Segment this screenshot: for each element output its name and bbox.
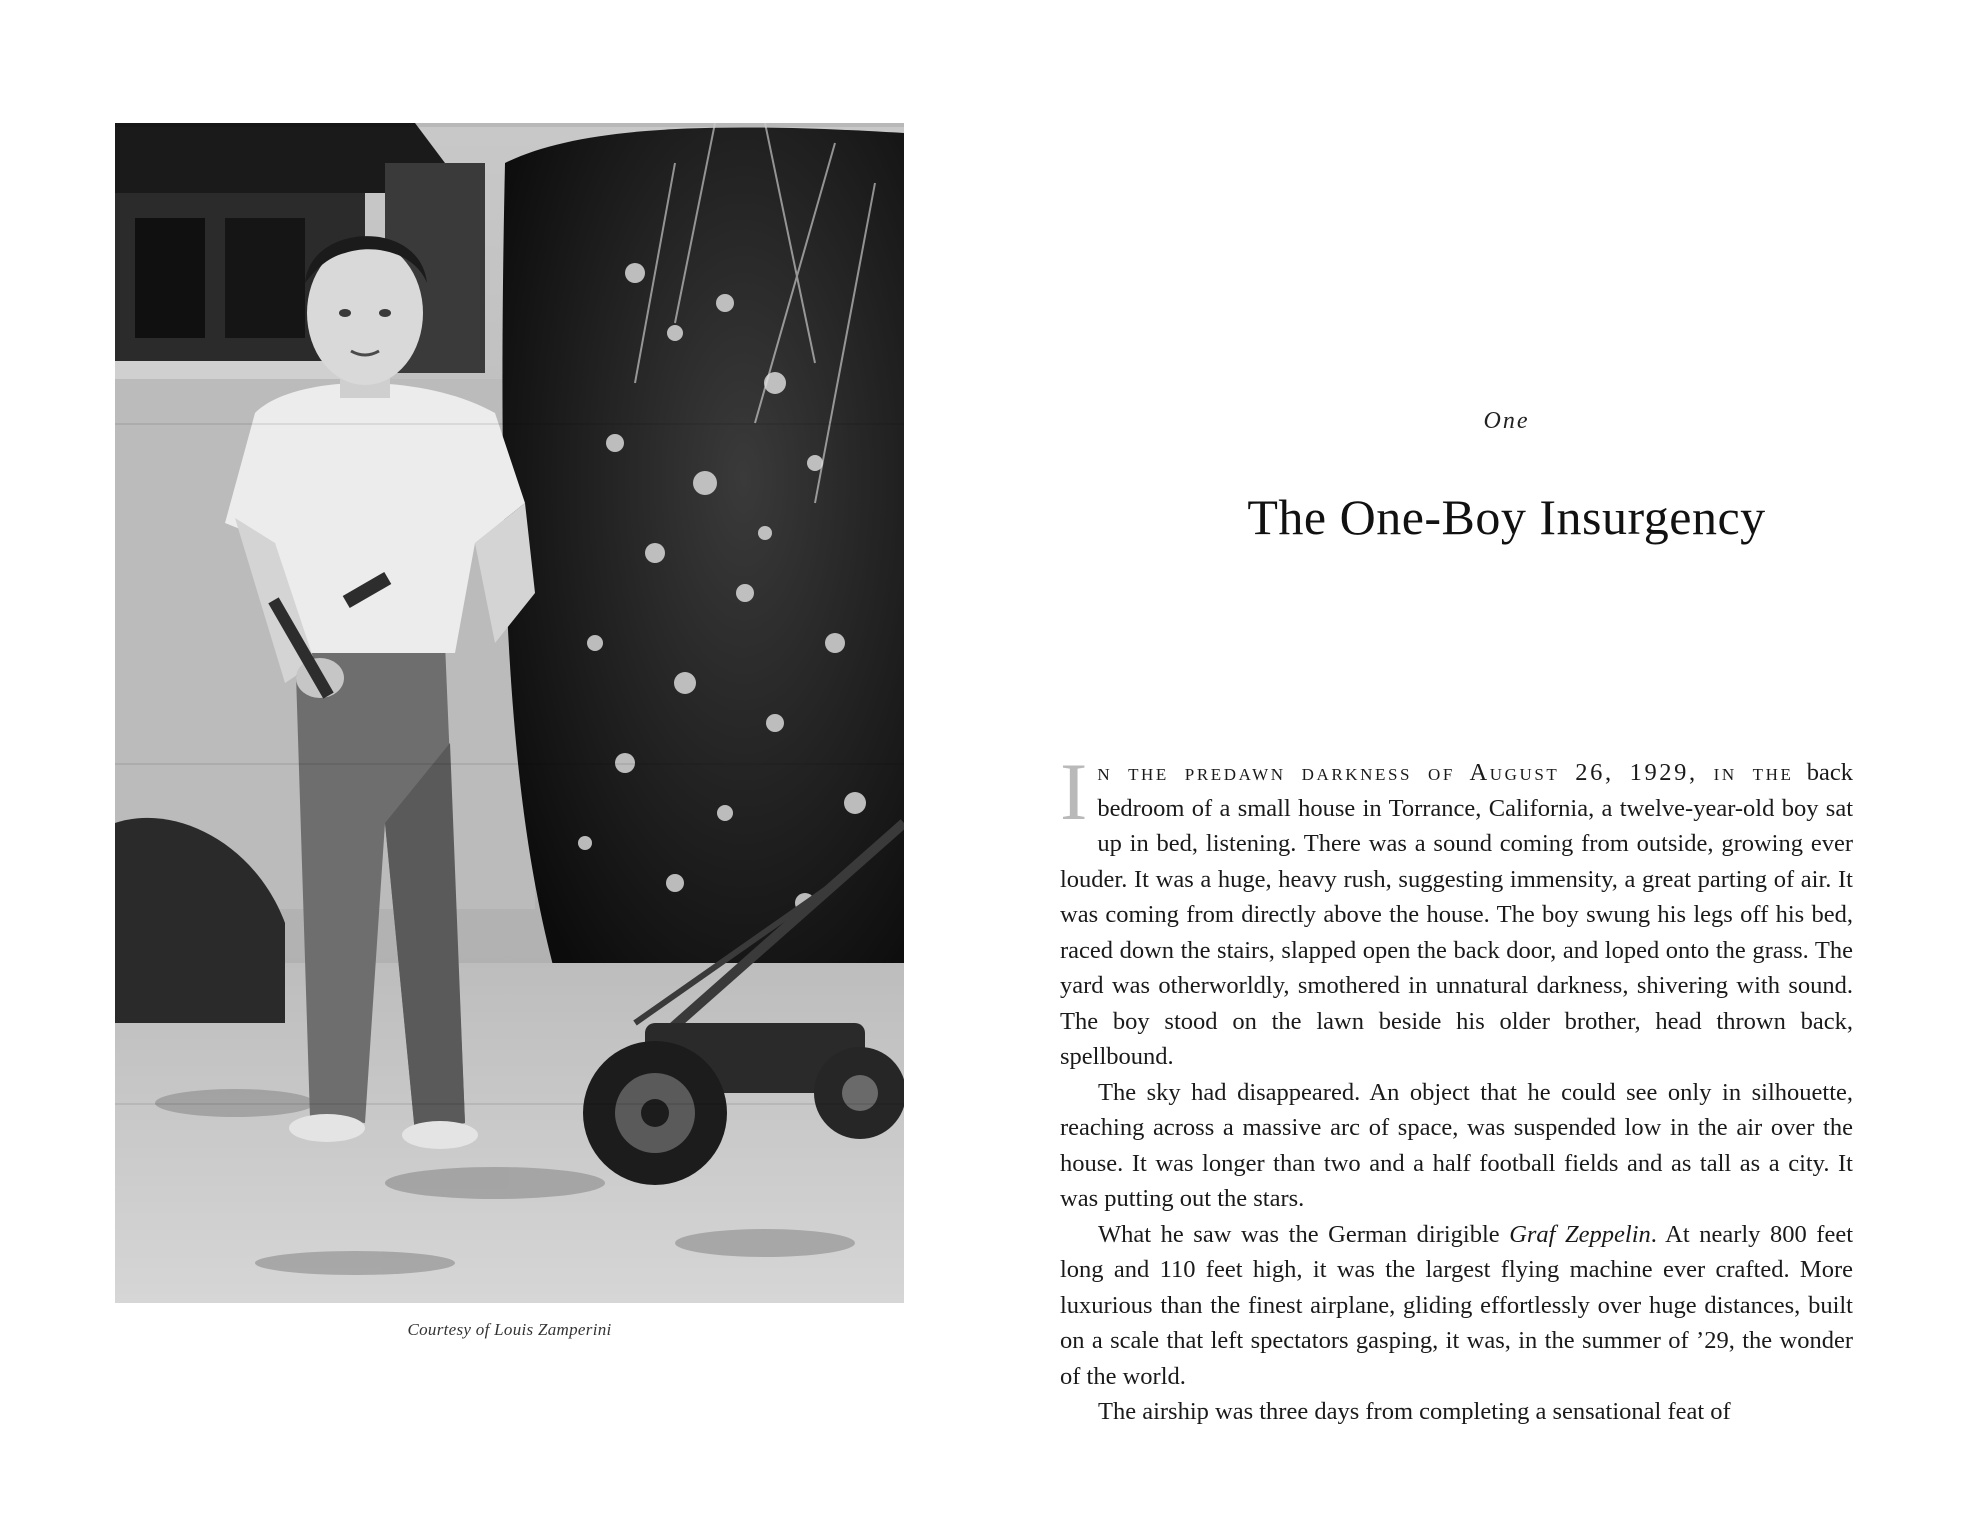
chapter-title: The One-Boy Insurgency xyxy=(1247,489,1766,545)
opening-smallcaps: n the predawn darkness of August 26, 1929, in the xyxy=(1097,759,1794,786)
drop-cap: I xyxy=(1060,746,1088,837)
paragraph-1 xyxy=(1060,746,1853,1075)
paragraph-3-text-a: What he saw was the German dirigible xyxy=(1098,1220,1510,1248)
chapter-body xyxy=(1060,746,1854,1430)
airship-name: Graf Zeppelin xyxy=(1509,1220,1651,1248)
paragraph-1-text: back bedroom of a small house in Torrance, California, a twelve-year-old boy sat up in bed, listening. There was a sound coming from outside, growing ever louder. It was a huge, heavy rush, suggesting immensity, a great parting of air. It was coming from directly above the house. The boy swung his legs off his bed, raced down the stairs, slapped open the back door, and loped onto the grass. The yard was otherworldly, smothered in unnatural darkness, shivering with sound. The boy stood on the lawn beside his older brother, head thrown back, spellbound. xyxy=(1060,759,1853,1070)
paragraph-2: The sky had disappeared. An object that he could see only in silhouette, reaching across a massive arc of space, was suspended low in the air over the house. It was longer than two and a half football fields and as tall as a city. It was putting out the stars. xyxy=(1060,1078,1853,1212)
photo-illustration xyxy=(115,123,904,1303)
right-page xyxy=(1000,0,1963,1529)
paragraph-3-text-b: . At nearly 800 feet long and 110 feet high, it was the largest flying machine ever crafted. More luxurious than the finest airplane, gliding effortlessly over huge distances, built on a scale that left spectators gasping, it was, in the summer of ’29, the wonder of the world. xyxy=(1060,1220,1854,1390)
boy-with-lawnmower-photo xyxy=(115,123,904,1303)
paragraph-3 xyxy=(1060,1217,1853,1395)
photo-caption: Courtesy of Louis Zamperini xyxy=(407,1320,612,1339)
chapter-number: One xyxy=(1483,408,1530,434)
paragraph-4: The airship was three days from completing a sensational feat of xyxy=(1098,1398,1731,1425)
